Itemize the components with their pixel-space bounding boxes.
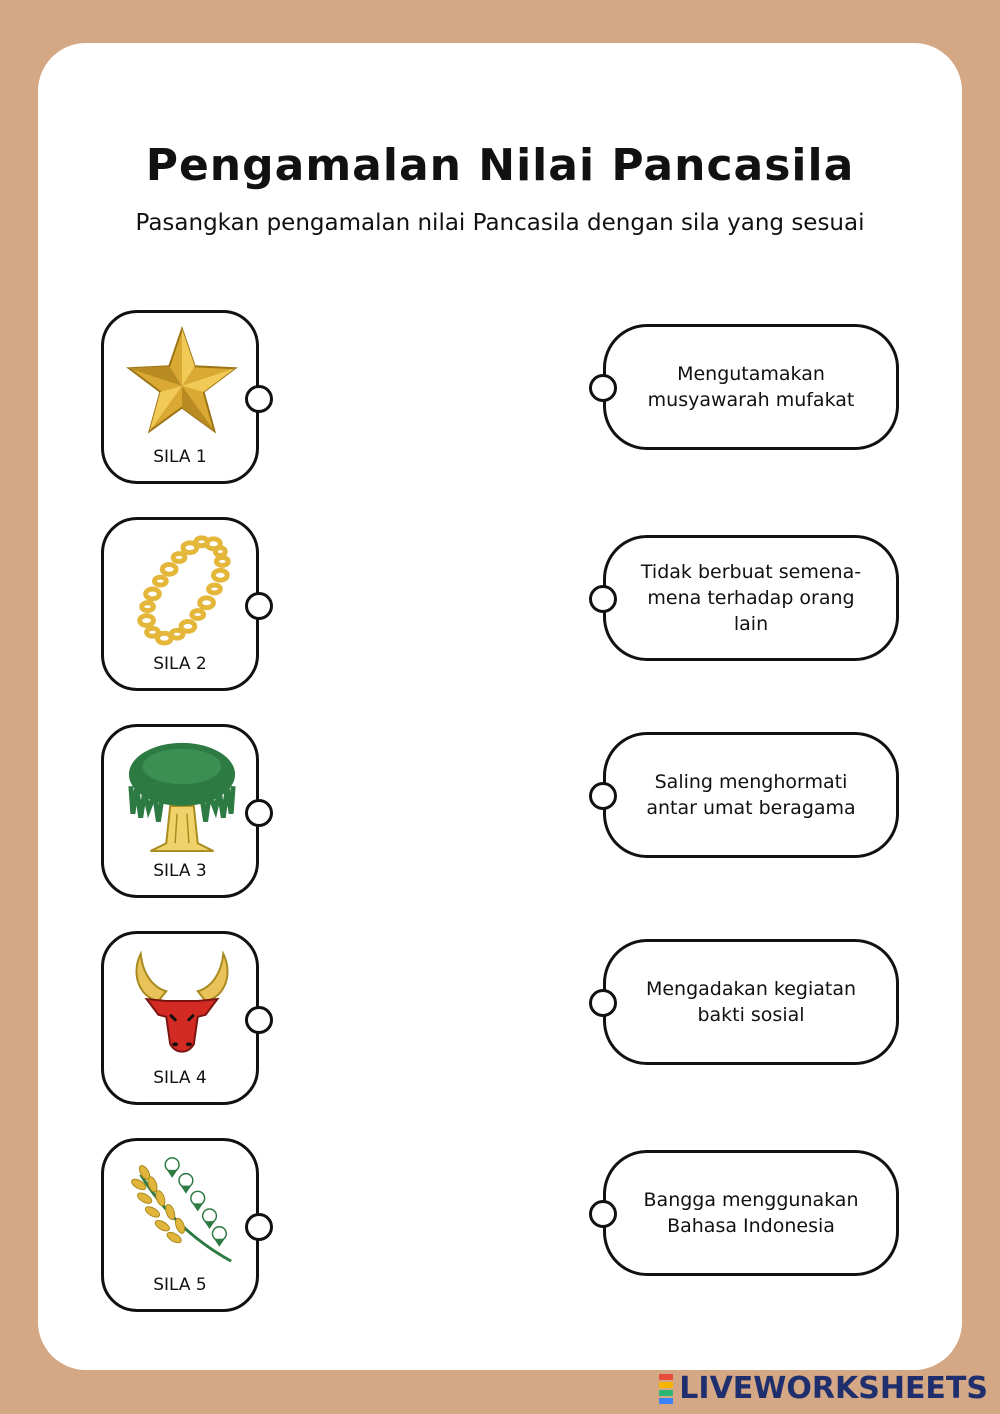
banyan-tree-icon <box>123 737 241 855</box>
answer-card-1 <box>603 324 899 450</box>
rice-cotton-icon <box>123 1151 241 1269</box>
answer-text: Mengutamakan musyawarah mufakat <box>647 363 855 411</box>
sila-label: SILA 2 <box>153 654 207 674</box>
answer-text: Mengadakan kegiatan bakti sosial <box>645 978 857 1026</box>
connector-dot[interactable] <box>589 989 617 1017</box>
sila-card-4 <box>101 931 259 1105</box>
sila-label: SILA 5 <box>153 1275 207 1295</box>
brand-name: LIVEWORKSHEETS <box>679 1371 988 1406</box>
liveworksheets-mark-icon <box>659 1373 673 1405</box>
page-subtitle: Pasangkan pengamalan nilai Pancasila dengan sila yang sesuai <box>135 210 865 236</box>
sila-label: SILA 3 <box>153 861 207 881</box>
answer-card-2 <box>603 535 899 661</box>
connector-dot[interactable] <box>589 782 617 810</box>
sila-card-5 <box>101 1138 259 1312</box>
answer-card-4 <box>603 939 899 1065</box>
liveworksheets-logo <box>659 1371 988 1406</box>
answer-text: Saling menghormati antar umat beragama <box>646 771 856 819</box>
sila-card-2 <box>101 517 259 691</box>
page-title: Pengamalan Nilai Pancasila <box>145 140 855 191</box>
connector-dot[interactable] <box>245 1006 273 1034</box>
connector-dot[interactable] <box>589 1200 617 1228</box>
connector-dot[interactable] <box>245 1213 273 1241</box>
answer-card-5 <box>603 1150 899 1276</box>
sila-label: SILA 1 <box>153 447 207 467</box>
connector-dot[interactable] <box>245 385 273 413</box>
connector-dot[interactable] <box>589 585 617 613</box>
connector-dot[interactable] <box>245 592 273 620</box>
connector-dot[interactable] <box>245 799 273 827</box>
connector-dot[interactable] <box>589 374 617 402</box>
sila-card-3 <box>101 724 259 898</box>
answer-text: Bangga menggunakan Bahasa Indonesia <box>643 1189 859 1237</box>
chain-icon <box>123 530 241 648</box>
bull-head-icon <box>123 944 241 1062</box>
answer-text: Tidak berbuat semena-mena terhadap orang lain <box>640 561 862 635</box>
sila-card-1 <box>101 310 259 484</box>
answer-card-3 <box>603 732 899 858</box>
sila-label: SILA 4 <box>153 1068 207 1088</box>
star-icon <box>123 323 241 441</box>
